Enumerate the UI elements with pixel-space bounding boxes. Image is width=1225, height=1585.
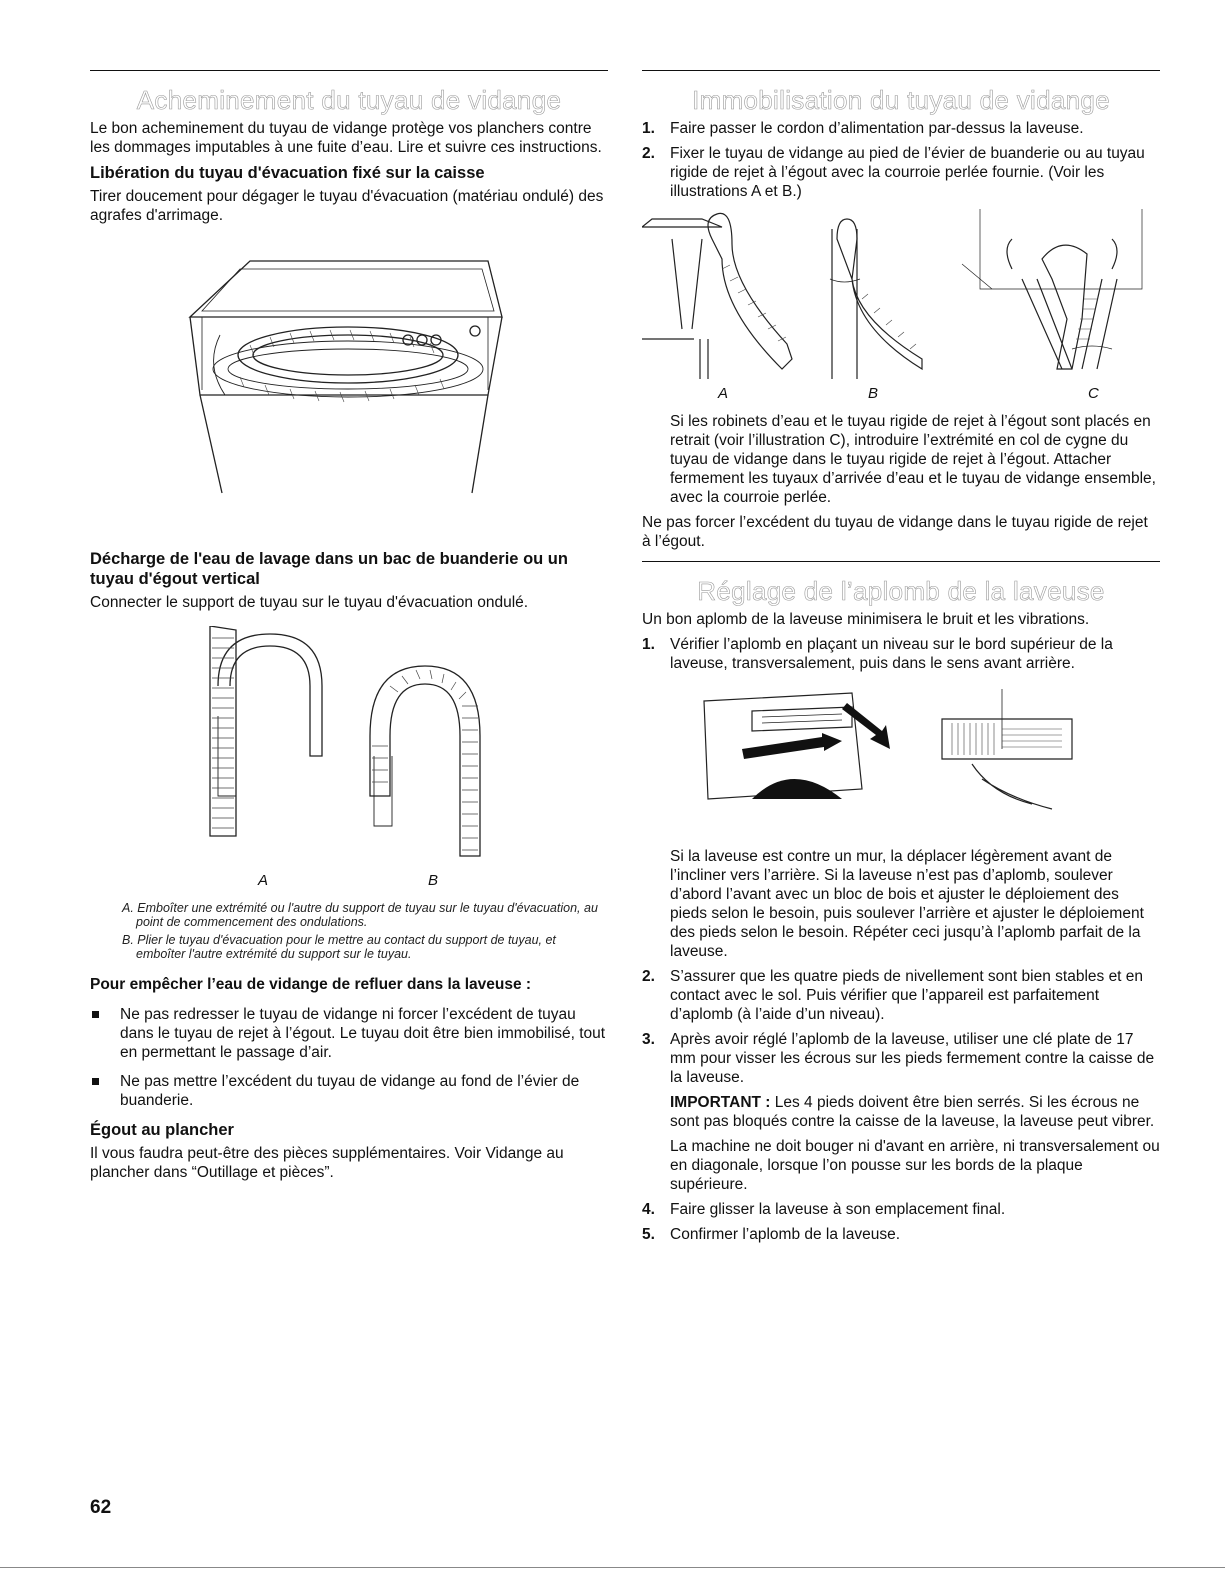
step-number: 1.	[642, 120, 655, 137]
list-item	[642, 967, 1160, 1024]
important-label: IMPORTANT :	[670, 1094, 771, 1111]
figure-label-a: A	[718, 385, 729, 402]
page-number: 62	[90, 1497, 112, 1518]
excess-hose-warning: Ne pas forcer l’excédent du tuyau de vidange dans le tuyau rigide de rejet à l’égout.	[642, 514, 1148, 550]
bullet-text: Ne pas mettre l’excédent du tuyau de vidange au fond de l’évier de buanderie.	[120, 1073, 580, 1109]
recessed-drain-note: Si les robinets d’eau et le tuyau rigide de rejet à l’égout sont placés en retrait (voir l’illustration C), introduire l’extrémité en col de cygne du tuyau de vidange dans le tuyau rigide de rejet à l’égout. Attacher fermement les tuyaux d’arrivée d’eau et le tuyau de vidange ensemble, avec la courroie perlée.	[670, 413, 1156, 506]
step-text: Faire passer le cordon d’alimentation par-dessus la laveuse.	[670, 120, 1084, 137]
leveling-illustration	[642, 689, 1160, 839]
important-text: Les 4 pieds doivent être bien serrés. Si les écrous ne sont pas bloqués contre la caisse de la laveuse, la laveuse peut vibrer.	[670, 1094, 1155, 1130]
list-item	[90, 1072, 608, 1110]
figure-label-a: A	[258, 872, 269, 889]
list-item	[642, 144, 1160, 201]
left-column	[90, 70, 608, 1188]
hose-support-labels	[90, 872, 608, 889]
bullet-square-icon	[92, 1078, 99, 1085]
leveling-steps	[642, 635, 1160, 673]
leveling-intro: Un bon aplomb de la laveuse minimisera le bruit et les vibrations.	[642, 611, 1090, 628]
leveling-steps-continued	[642, 967, 1160, 1087]
section-title-leveling: Réglage de l’aplomb de la laveuse	[697, 576, 1105, 606]
section-rule	[642, 70, 1160, 71]
list-item	[642, 119, 1160, 138]
list-item	[90, 1005, 608, 1062]
drain-routing-intro: Le bon acheminement du tuyau de vidange protège vos planchers contre les dommages imputables à une fuite d’eau. Lire et suivre ces instructions.	[90, 120, 602, 156]
step-text: Fixer le tuyau de vidange au pied de l’évier de buanderie ou au tuyau rigide de rejet à l’égout avec la courroie perlée fournie. (Voir les illustrations A et B.)	[670, 145, 1145, 200]
list-item	[642, 1030, 1160, 1087]
backflow-bullet-list	[90, 1005, 608, 1110]
page-bottom-rule	[0, 1567, 1225, 1568]
bullet-text: Ne pas redresser le tuyau de vidange ni forcer l’excédent de tuyau dans le tuyau de rejet à l’égout. Le tuyau doit être bien immobilisé, tout en permettant le passage d’air.	[120, 1006, 606, 1061]
figure-caption-a: A. Emboîter une extrémité ou l'autre du support de tuyau sur le tuyau d'évacuation, au point de commencement des ondulations.	[122, 901, 598, 929]
laundry-tub-text: Connecter le support de tuyau sur le tuyau d'évacuation ondulé.	[90, 594, 529, 611]
step-number: 4.	[642, 1201, 655, 1218]
leveling-step3-note: La machine ne doit bouger ni d'avant en arrière, ni transversalement ou en diagonale, lorsque l’on pousse sur les bords de la plaque supérieure.	[670, 1138, 1160, 1193]
subheading-prevent-backflow: Pour empêcher l’eau de vidange de refluer dans la laveuse :	[90, 976, 532, 993]
hose-support-illustration	[90, 626, 608, 866]
figure-caption-b: B. Plier le tuyau d'évacuation pour le mettre au contact du support de tuyau, et emboîter l'autre extrémité du support sur le tuyau.	[122, 933, 556, 961]
leveling-steps-final	[642, 1200, 1160, 1244]
right-column	[642, 70, 1160, 1250]
drain-securing-illustration	[642, 209, 1160, 379]
figure-label-c: C	[1088, 385, 1099, 402]
section-rule	[642, 561, 1160, 562]
step-number: 2.	[642, 968, 655, 985]
figure-label-b: B	[428, 872, 439, 889]
list-item	[642, 635, 1160, 673]
step-text: Confirmer l’aplomb de la laveuse.	[670, 1226, 901, 1243]
bullet-square-icon	[92, 1011, 99, 1018]
subheading-floor-drain: Égout au plancher	[90, 1121, 234, 1139]
important-note	[642, 1093, 1160, 1131]
step-text: Faire glisser la laveuse à son emplacement final.	[670, 1201, 1006, 1218]
step-number: 2.	[642, 145, 655, 162]
step-text: S’assurer que les quatre pieds de nivellement sont bien stables et en contact avec le sol. Puis vérifier que l’appareil est parfaitement d’aplomb (à l’aide d’un niveau).	[670, 968, 1144, 1023]
drain-securing-labels	[642, 385, 1160, 402]
release-hose-text: Tirer doucement pour dégager le tuyau d'évacuation (matériau ondulé) des agrafes d'arrimage.	[90, 188, 604, 224]
step-number: 1.	[642, 636, 655, 653]
section-rule	[90, 70, 608, 71]
subheading-release-hose: Libération du tuyau d'évacuation fixé sur la caisse	[90, 164, 485, 182]
figure-label-b: B	[868, 385, 879, 402]
washer-top-illustration	[90, 245, 608, 545]
subheading-laundry-tub: Décharge de l'eau de lavage dans un bac de buanderie ou un tuyau d'égout vertical	[90, 550, 568, 588]
list-item	[642, 1225, 1160, 1244]
floor-drain-text: Il vous faudra peut-être des pièces supplémentaires. Voir Vidange au plancher dans “Outillage et pièces”.	[90, 1145, 564, 1181]
section-title-secure-hose: Immobilisation du tuyau de vidange	[692, 85, 1110, 115]
step-text: Après avoir réglé l’aplomb de la laveuse, utiliser une clé plate de 17 mm pour visser les écrous sur les pieds fermement contre la caisse de la laveuse.	[670, 1031, 1155, 1086]
leveling-step1-note: Si la laveuse est contre un mur, la déplacer légèrement avant de l’incliner vers l’arrière. Si la laveuse n’est pas d’aplomb, soulever d’abord l’avant avec un bloc de bois et ajuster le déploiement des pieds selon le besoin, puis soulever l’arrière et ajuster le déploiement des pieds selon le besoin. Répéter ceci jusqu’à l’aplomb parfait de la laveuse.	[670, 848, 1144, 960]
step-text: Vérifier l’aplomb en plaçant un niveau sur le bord supérieur de la laveuse, transversalement, puis dans le sens avant arrière.	[670, 636, 1113, 672]
step-number: 3.	[642, 1031, 655, 1048]
step-number: 5.	[642, 1226, 655, 1243]
secure-hose-steps	[642, 119, 1160, 201]
list-item	[642, 1200, 1160, 1219]
section-title-drain-routing: Acheminement du tuyau de vidange	[136, 85, 562, 115]
